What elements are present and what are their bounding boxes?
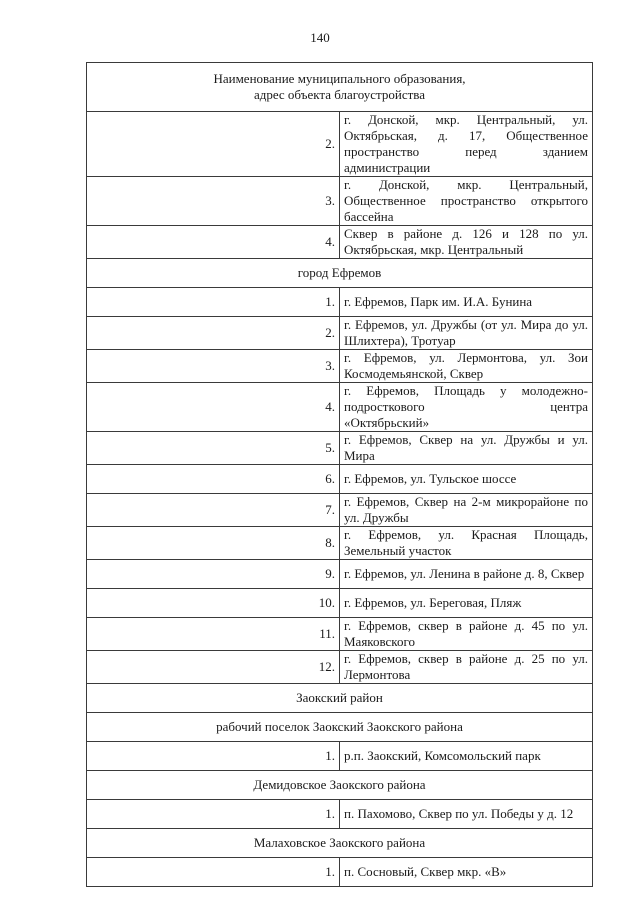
header-line-1: Наименование муниципального образования, <box>213 71 466 86</box>
table-row <box>87 651 593 684</box>
row-number: 7. <box>87 494 340 527</box>
table-row <box>87 350 593 383</box>
row-number: 9. <box>87 560 340 589</box>
table-row <box>87 560 593 589</box>
row-text-line-2: «Октябрьский» <box>344 415 430 430</box>
table-row <box>87 432 593 465</box>
row-number: 5. <box>87 432 340 465</box>
row-number: 1. <box>87 288 340 317</box>
section-title: город Ефремов <box>87 259 593 288</box>
table-row <box>87 226 593 259</box>
row-number: 4. <box>87 383 340 432</box>
table-row <box>87 800 593 829</box>
row-number: 1. <box>87 800 340 829</box>
row-number: 4. <box>87 226 340 259</box>
row-number: 3. <box>87 177 340 226</box>
header-line-2: адрес объекта благоустройства <box>253 87 426 102</box>
row-text: Сквер в районе д. 126 и 128 по ул. Октябрьская, мкр. Центральный <box>340 226 593 259</box>
table-row <box>87 858 593 887</box>
section-row <box>87 771 593 800</box>
row-number: 1. <box>87 858 340 887</box>
table-row <box>87 589 593 618</box>
table-row <box>87 618 593 651</box>
row-number: 6. <box>87 465 340 494</box>
row-text-line-1: г. Ефремов, Площадь у молодежно-подросткового центра <box>344 383 588 414</box>
table-row <box>87 112 593 177</box>
row-text: г. Ефремов, Сквер на ул. Дружбы и ул. Мира <box>340 432 593 465</box>
table-row <box>87 383 593 432</box>
row-number: 12. <box>87 651 340 684</box>
page-number: 140 <box>310 30 330 45</box>
table-row <box>87 494 593 527</box>
table-row <box>87 742 593 771</box>
section-title: Малаховское Заокского района <box>87 829 593 858</box>
row-text: г. Ефремов, сквер в районе д. 25 по ул. Лермонтова <box>340 651 593 684</box>
section-row <box>87 829 593 858</box>
row-text: р.п. Заокский, Комсомольский парк <box>340 742 593 771</box>
row-text: г. Донской, мкр. Центральный, ул. Октябрьская, д. 17, Общественное пространство перед зданием администрации <box>340 112 593 177</box>
row-number: 1. <box>87 742 340 771</box>
section-row <box>87 259 593 288</box>
row-text: г. Ефремов, ул. Береговая, Пляж <box>340 589 593 618</box>
row-text <box>340 383 593 432</box>
row-number: 8. <box>87 527 340 560</box>
row-text: г. Ефремов, ул. Красная Площадь, Земельный участок <box>340 527 593 560</box>
row-number: 3. <box>87 350 340 383</box>
row-number: 10. <box>87 589 340 618</box>
objects-table <box>86 62 593 887</box>
table-header-row <box>87 63 593 112</box>
section-row <box>87 684 593 713</box>
table-row <box>87 317 593 350</box>
row-number: 2. <box>87 317 340 350</box>
row-text: г. Ефремов, ул. Тульское шоссе <box>340 465 593 494</box>
row-text: г. Ефремов, ул. Ленина в районе д. 8, Сквер <box>340 560 593 589</box>
row-text: г. Ефремов, Парк им. И.А. Бунина <box>340 288 593 317</box>
row-text: г. Донской, мкр. Центральный, Общественное пространство открытого бассейна <box>340 177 593 226</box>
row-text: п. Сосновый, Сквер мкр. «В» <box>340 858 593 887</box>
section-title: рабочий поселок Заокский Заокского района <box>87 713 593 742</box>
row-text: п. Пахомово, Сквер по ул. Победы у д. 12 <box>340 800 593 829</box>
table-row <box>87 465 593 494</box>
section-row <box>87 713 593 742</box>
row-text: г. Ефремов, ул. Лермонтова, ул. Зои Космодемьянской, Сквер <box>340 350 593 383</box>
row-number: 11. <box>87 618 340 651</box>
table-row <box>87 527 593 560</box>
row-text: г. Ефремов, Сквер на 2-м микрорайоне по ул. Дружбы <box>340 494 593 527</box>
row-text: г. Ефремов, ул. Дружбы (от ул. Мира до ул. Шлихтера), Тротуар <box>340 317 593 350</box>
section-title: Заокский район <box>87 684 593 713</box>
table-row <box>87 288 593 317</box>
table-header-cell <box>87 63 593 112</box>
row-number: 2. <box>87 112 340 177</box>
row-text: г. Ефремов, сквер в районе д. 45 по ул. Маяковского <box>340 618 593 651</box>
table-row <box>87 177 593 226</box>
section-title: Демидовское Заокского района <box>87 771 593 800</box>
